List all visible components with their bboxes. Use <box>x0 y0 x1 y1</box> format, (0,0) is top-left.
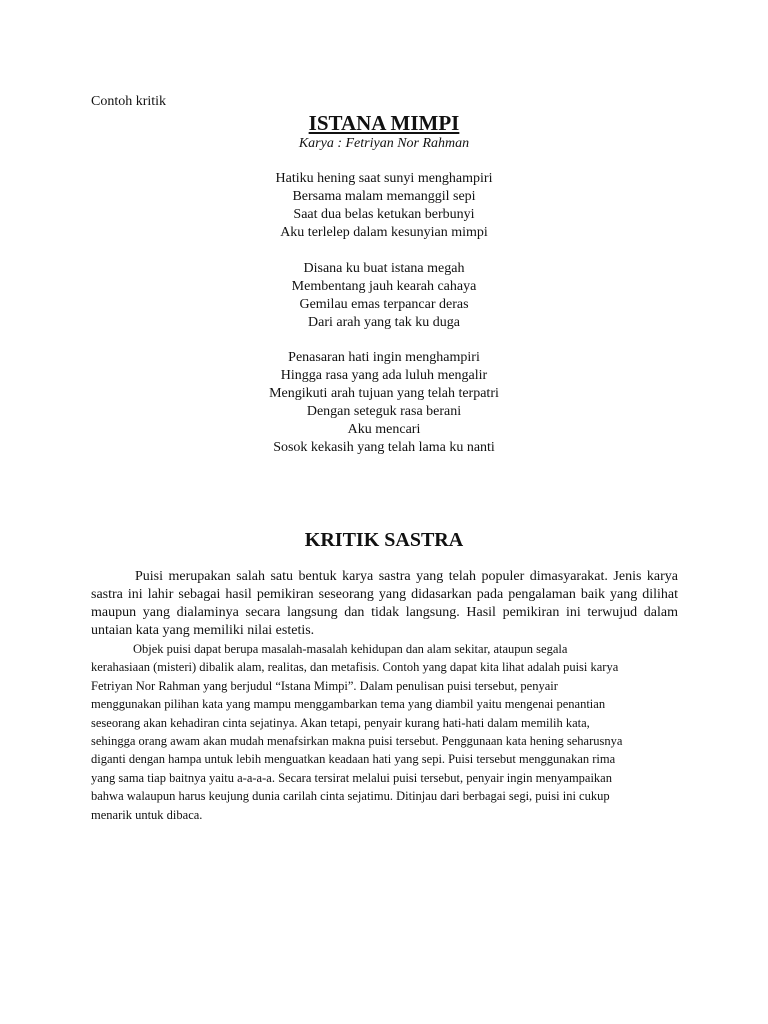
critique-paragraph-1 <box>91 568 678 640</box>
paragraph-line: menarik untuk dibaca. <box>91 807 203 822</box>
poem-line: Dari arah yang tak ku duga <box>308 315 460 330</box>
poem-title: ISTANA MIMPI <box>308 111 460 135</box>
poem-line: Aku mencari <box>347 422 421 437</box>
poem-author: Karya : Fetriyan Nor Rahman <box>298 136 470 151</box>
poem-line: Dengan seteguk rasa berani <box>306 404 462 419</box>
poem-line: Sosok kekasih yang telah lama ku nanti <box>273 440 495 455</box>
paragraph-line: Fetriyan Nor Rahman yang berjudul “Istana Mimpi”. Dalam penulisan puisi tersebut, penyair <box>91 678 558 693</box>
poem-line: Saat dua belas ketukan berbunyi <box>293 207 475 222</box>
poem-stanza-3 <box>0 349 768 457</box>
paragraph-line: menggunakan pilihan kata yang mampu menggambarkan tema yang diambil yaitu mengenai penantian <box>91 697 606 712</box>
document-label: Contoh kritik <box>91 94 167 109</box>
critique-title: KRITIK SASTRA <box>304 529 464 551</box>
paragraph-line: seseorang akan kehadiran cinta sejatinya. Akan tetapi, penyair kurang hati-hati dalam memilih kata, <box>91 715 590 730</box>
poem-stanza-2 <box>0 260 768 332</box>
poem-line: Bersama malam memanggil sepi <box>292 189 476 204</box>
poem-stanza-1 <box>0 170 768 242</box>
poem-line: Mengikuti arah tujuan yang telah terpatri <box>269 386 499 401</box>
poem-line: Hatiku hening saat sunyi menghampiri <box>275 171 493 186</box>
paragraph-line: kerahasiaan (misteri) dibalik alam, realitas, dan metafisis. Contoh yang dapat kita lihat adalah puisi karya <box>91 660 619 675</box>
paragraph-line: bahwa walaupun harus keujung dunia carilah cinta sejatimu. Ditinjau dari berbagai segi, puisi ini cukup <box>91 789 610 804</box>
poem-line: Penasaran hati ingin menghampiri <box>288 350 480 365</box>
paragraph-line: yang sama tiap baitnya yaitu a-a-a-a. Secara tersirat melalui puisi tersebut, penyair ingin menyampaikan <box>91 770 612 785</box>
poem-line: Hingga rasa yang ada luluh mengalir <box>280 368 488 383</box>
paragraph-line: Objek puisi dapat berupa masalah-masalah kehidupan dan alam sekitar, ataupun segala <box>133 642 568 656</box>
poem-line: Disana ku buat istana megah <box>303 261 465 276</box>
critique-paragraph-2 <box>91 640 681 824</box>
paragraph-line: sehingga orang awam akan mudah menafsirkan makna puisi tersebut. Penggunaan kata hening seharusnya <box>91 734 623 749</box>
poem-line: Membentang jauh kearah cahaya <box>291 279 477 294</box>
paragraph-text: Puisi merupakan salah satu bentuk karya sastra yang telah populer dimasyarakat. Jenis karya sastra ini lahir sebagai hasil pemikiran seseorang yang didasarkan pada pengalaman baik yang dilihat maupun yang dialaminya secara langsung dan tidak langsung. Hasil pemikiran ini terwujud dalam untaian kata yang memiliki nilai estetis. <box>91 569 678 638</box>
paragraph-line: diganti dengan hampa untuk lebih menguatkan keadaan hati yang sepi. Puisi tersebut menggunakan rima <box>91 752 616 767</box>
poem-line: Gemilau emas terpancar deras <box>299 297 469 312</box>
poem-line: Aku terlelep dalam kesunyian mimpi <box>280 225 488 240</box>
